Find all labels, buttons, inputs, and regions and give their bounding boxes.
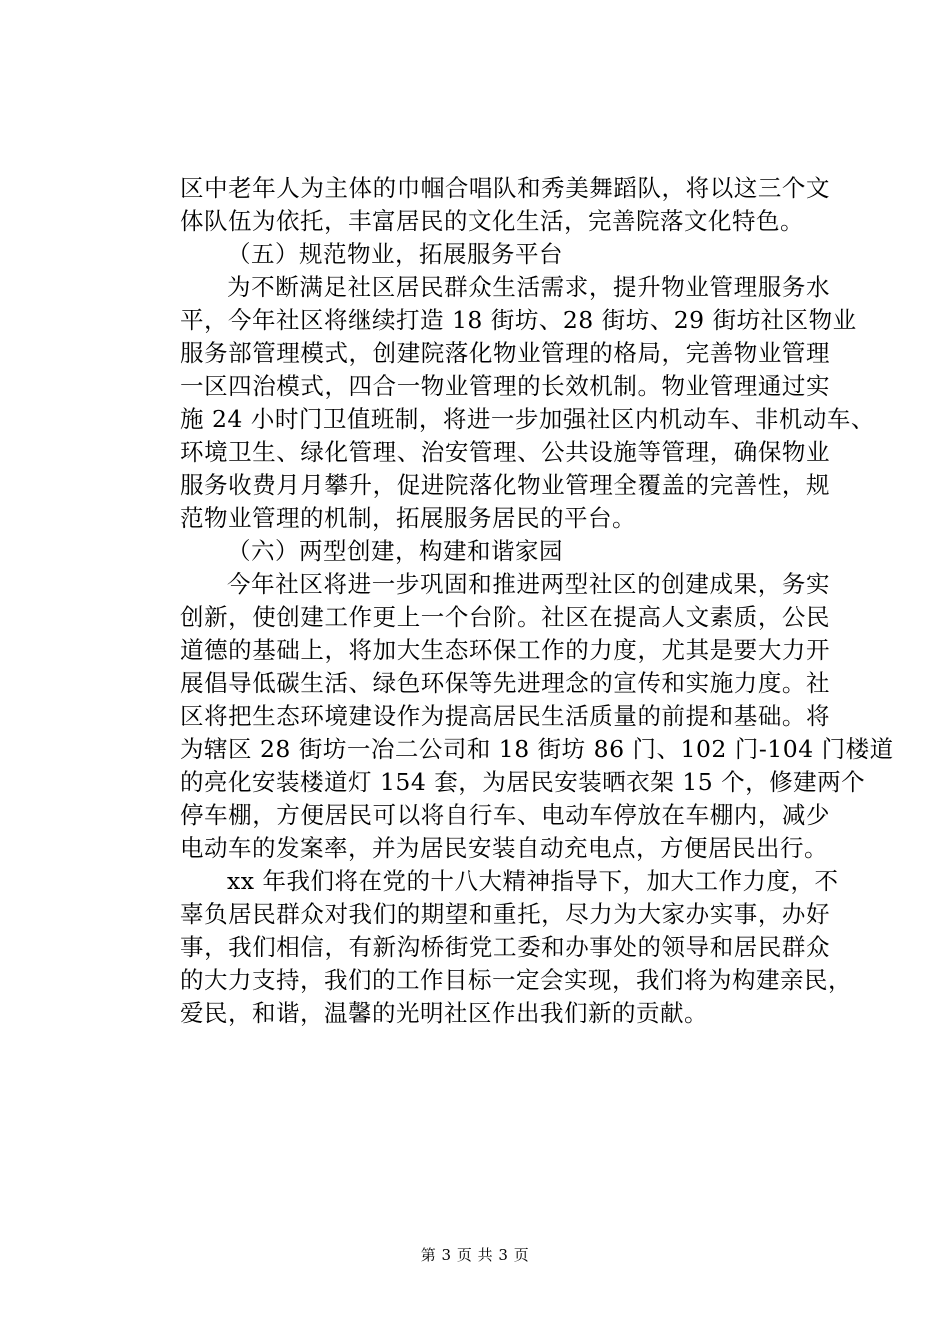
text-line: 平，今年社区将继续打造 18 街坊、28 街坊、29 街坊社区物业 — [180, 306, 857, 334]
text-line: 服务部管理模式，创建院落化物业管理的格局，完善物业管理 — [180, 339, 830, 367]
text-line: xx 年我们将在党的十八大精神指导下，加大工作力度，不 — [227, 867, 839, 895]
text-line: 环境卫生、绿化管理、治安管理、公共设施等管理，确保物业 — [180, 438, 830, 466]
text-line: 电动车的发案率，并为居民安装自动充电点，方便居民出行。 — [180, 834, 828, 862]
text-line: 施 24 小时门卫值班制，将进一步加强社区内机动车、非机动车、 — [180, 405, 875, 433]
text-line: 创新，使创建工作更上一个台阶。社区在提高人文素质，公民 — [180, 603, 830, 631]
text-line: 道德的基础上，将加大生态环保工作的力度，尤其是要大力开 — [180, 636, 830, 664]
text-line: 今年社区将进一步巩固和推进两型社区的创建成果，务实 — [227, 570, 830, 598]
text-line: 一区四治模式，四合一物业管理的长效机制。物业管理通过实 — [180, 372, 830, 400]
document-body — [180, 172, 894, 1030]
text-line: （六）两型创建，构建和谐家园 — [227, 537, 563, 565]
text-line: 爱民，和谐，温馨的光明社区作出我们新的贡献。 — [180, 999, 708, 1027]
text-line: 为不断满足社区居民群众生活需求，提升物业管理服务水 — [227, 273, 830, 301]
page-footer: 第 3 页 共 3 页 — [420, 1246, 530, 1264]
text-line: 体队伍为依托，丰富居民的文化生活，完善院落文化特色。 — [180, 207, 804, 235]
text-line: 范物业管理的机制，拓展服务居民的平台。 — [180, 504, 636, 532]
text-line: 服务收费月月攀升，促进院落化物业管理全覆盖的完善性，规 — [180, 471, 830, 499]
text-line: 为辖区 28 街坊一冶二公司和 18 街坊 86 门、102 门-104 门楼道 — [180, 735, 894, 763]
text-line: （五）规范物业，拓展服务平台 — [227, 240, 563, 268]
text-line: 停车棚，方便居民可以将自行车、电动车停放在车棚内，减少 — [180, 801, 830, 829]
text-line: 辜负居民群众对我们的期望和重托，尽力为大家办实事，办好 — [180, 900, 830, 928]
text-line: 的亮化安装楼道灯 154 套，为居民安装晒衣架 15 个，修建两个 — [180, 768, 866, 796]
text-line: 区将把生态环境建设作为提高居民生活质量的前提和基础。将 — [180, 702, 830, 730]
text-line: 事，我们相信，有新沟桥街党工委和办事处的领导和居民群众 — [180, 933, 830, 961]
text-line: 展倡导低碳生活、绿色环保等先进理念的宣传和实施力度。社 — [180, 669, 830, 697]
text-line: 区中老年人为主体的巾帼合唱队和秀美舞蹈队，将以这三个文 — [180, 174, 830, 202]
text-line: 的大力支持，我们的工作目标一定会实现，我们将为构建亲民， — [180, 966, 852, 994]
